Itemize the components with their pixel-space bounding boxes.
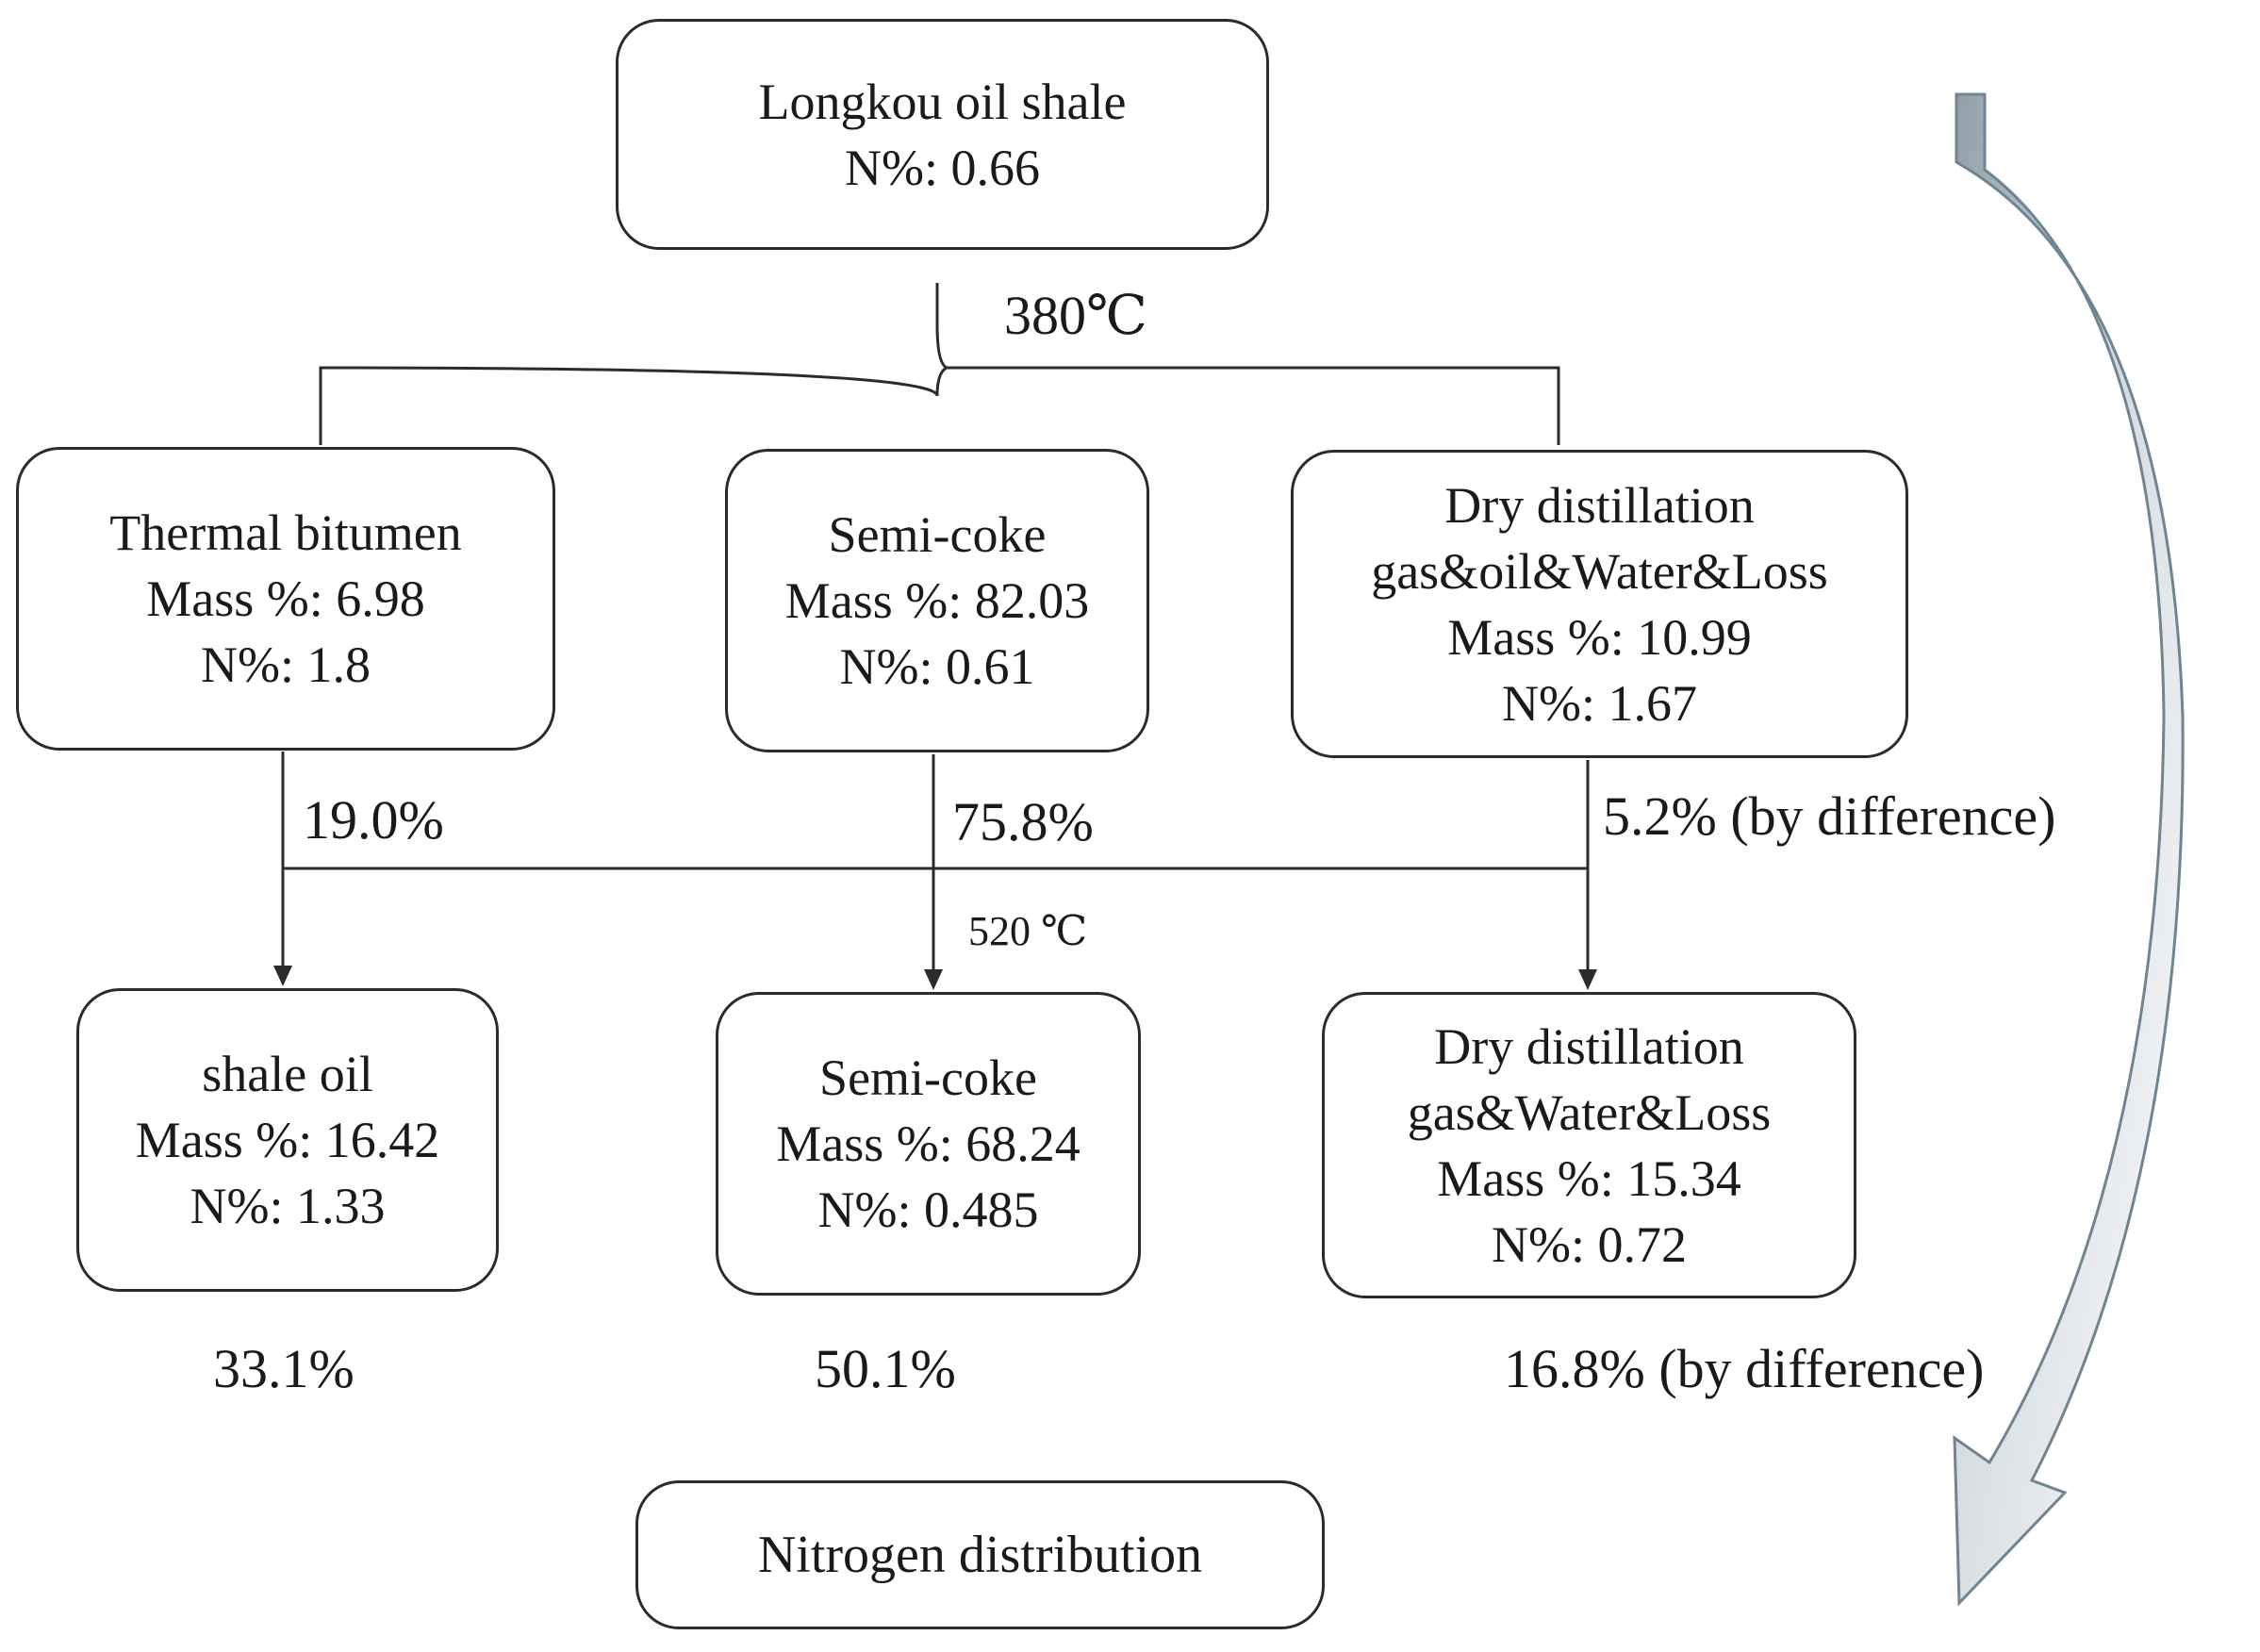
- box-subtitle: gas&oil&Water&Loss: [1371, 542, 1828, 600]
- curved-arrow-icon: [1955, 94, 2183, 1603]
- share-semi-coke-stage2: 50.1%: [815, 1338, 956, 1399]
- thermal-bitumen-box: [16, 447, 555, 751]
- share-dry-distillation-stage2: 16.8% (by difference): [1504, 1338, 1985, 1399]
- box-title: Semi-coke: [819, 1049, 1037, 1106]
- box-mass: Mass %: 6.98: [146, 570, 425, 627]
- box-title: Semi-coke: [828, 506, 1047, 563]
- box-mass: Mass %: 16.42: [135, 1112, 440, 1168]
- dry-distillation-box-stage2: [1322, 992, 1856, 1298]
- semi-coke-box-stage2: [716, 992, 1141, 1296]
- box-nitrogen: N%: 0.61: [839, 638, 1035, 695]
- box-title: shale oil: [202, 1046, 373, 1102]
- split-brace: [321, 283, 1559, 445]
- semi-coke-box-stage1: [725, 449, 1149, 752]
- dry-distillation-box-stage1: [1291, 450, 1908, 758]
- box-nitrogen: N%: 0.485: [817, 1181, 1039, 1238]
- box-subtitle: gas&Water&Loss: [1407, 1083, 1772, 1141]
- box-title: Thermal bitumen: [109, 504, 462, 561]
- share-semi-coke-stage1: 75.8%: [952, 791, 1094, 852]
- box-title: Dry distillation: [1434, 1017, 1744, 1075]
- box-mass: Mass %: 82.03: [784, 572, 1090, 629]
- source-name: Longkou oil shale: [758, 73, 1127, 130]
- box-nitrogen: N%: 1.33: [190, 1178, 386, 1234]
- stage1-temperature: 380℃: [1004, 285, 1147, 346]
- share-thermal-bitumen: 19.0%: [303, 789, 444, 851]
- shale-oil-box: [76, 988, 499, 1292]
- box-nitrogen: N%: 1.8: [201, 636, 371, 693]
- share-dry-distillation-stage1: 5.2% (by difference): [1603, 785, 2056, 847]
- box-title: Dry distillation: [1444, 476, 1755, 534]
- source-nitrogen: N%: 0.66: [845, 139, 1040, 196]
- box-mass: Mass %: 15.34: [1437, 1149, 1741, 1207]
- share-shale-oil: 33.1%: [213, 1338, 355, 1399]
- box-mass: Mass %: 68.24: [776, 1115, 1081, 1172]
- arrowhead-left: [273, 966, 292, 986]
- arrowhead-middle: [924, 969, 943, 990]
- source-box: [616, 19, 1269, 250]
- arrowhead-right: [1578, 969, 1597, 990]
- box-nitrogen: N%: 0.72: [1492, 1215, 1687, 1273]
- summary-label: Nitrogen distribution: [757, 1526, 1203, 1584]
- nitrogen-distribution-box: [635, 1480, 1325, 1629]
- box-nitrogen: N%: 1.67: [1502, 674, 1697, 732]
- stage2-temperature: 520 ℃: [968, 908, 1088, 954]
- box-mass: Mass %: 10.99: [1447, 608, 1752, 666]
